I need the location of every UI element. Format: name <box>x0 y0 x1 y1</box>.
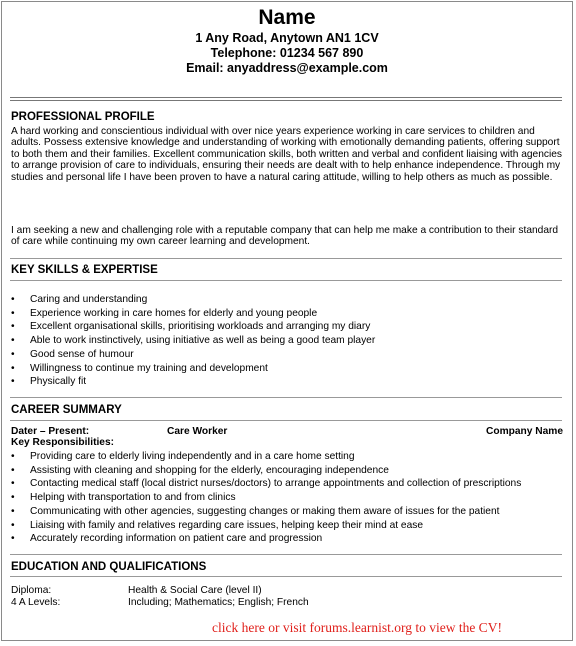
section-divider <box>10 576 562 577</box>
list-item: • Communicating with other agencies, suggesting changes or making them aware of issues for the patient <box>11 505 521 519</box>
section-divider <box>10 280 562 281</box>
responsibilities-label: Key Responsibilities: <box>11 437 115 448</box>
company-name: Company Name <box>486 426 563 437</box>
candidate-name: Name <box>258 6 316 29</box>
qualification-value: Including; Mathematics; English; French <box>128 597 309 608</box>
list-item: • Physically fit <box>11 375 375 389</box>
list-item: • Excellent organisational skills, prioritising workloads and arranging my diary <box>11 320 375 334</box>
list-item: • Caring and understanding <box>11 293 375 307</box>
list-item: • Contacting medical staff (local district nurses/doctors) to arrange appointments and collection of prescriptions <box>11 477 521 491</box>
profile-paragraph-1: A hard working and conscientious individual with over nice years experience working in care services to children and adults. Possess extensive knowledge and understanding of working with emotionally demanding patients, offering support to both them and their families. Excellent communication skills, both written and verbal and confident liaising with agencies to arrange provision of care to individuals, ensuring their needs are dealt with to help enhance independence. Through my studies and personal life I have been proven to have a natural caring attitude, willing to help others as much as possible. <box>11 126 562 183</box>
list-item: • Willingness to continue my training and development <box>11 362 375 376</box>
job-title: Care Worker <box>167 426 228 437</box>
job-dates: Dater – Present: <box>11 426 90 437</box>
profile-paragraph-2: I am seeking a new and challenging role with a reputable company that can help me make a contribution to their standard of care while continuing my own career learning and development. <box>11 225 559 248</box>
section-divider <box>10 397 562 398</box>
education-heading: EDUCATION AND QUALIFICATIONS <box>11 561 207 573</box>
section-divider <box>10 554 562 555</box>
qualification-label: 4 A Levels: <box>11 597 61 608</box>
telephone: Telephone: 01234 567 890 <box>210 46 364 60</box>
view-cv-link[interactable]: click here or visit forums.learnist.org to view the CV! <box>212 620 502 635</box>
qualification-value: Health & Social Care (level II) <box>128 585 262 596</box>
list-item: • Able to work instinctively, using initiative as well as being a good team player <box>11 334 375 348</box>
list-item: • Assisting with cleaning and shopping for the elderly, encouraging independence <box>11 464 521 478</box>
list-item: • Accurately recording information on patient care and progression <box>11 532 521 546</box>
section-divider <box>10 258 562 259</box>
skills-heading: KEY SKILLS & EXPERTISE <box>11 264 158 276</box>
skills-list <box>11 293 375 389</box>
list-item: • Providing care to elderly living independently and in a care home setting <box>11 450 521 464</box>
email: Email: anyaddress@example.com <box>186 61 388 75</box>
list-item: • Good sense of humour <box>11 348 375 362</box>
profile-heading: PROFESSIONAL PROFILE <box>11 111 155 123</box>
address: 1 Any Road, Anytown AN1 1CV <box>195 31 379 45</box>
responsibilities-list <box>11 450 521 546</box>
career-heading: CAREER SUMMARY <box>11 404 122 416</box>
header-divider <box>10 97 562 101</box>
list-item: • Liaising with family and relatives regarding care issues, helping keep their mind at ease <box>11 519 521 533</box>
list-item: • Experience working in care homes for elderly and young people <box>11 307 375 321</box>
section-divider <box>10 420 562 421</box>
list-item: • Helping with transportation to and from clinics <box>11 491 521 505</box>
qualification-label: Diploma: <box>11 585 52 596</box>
cv-header <box>1 2 573 76</box>
